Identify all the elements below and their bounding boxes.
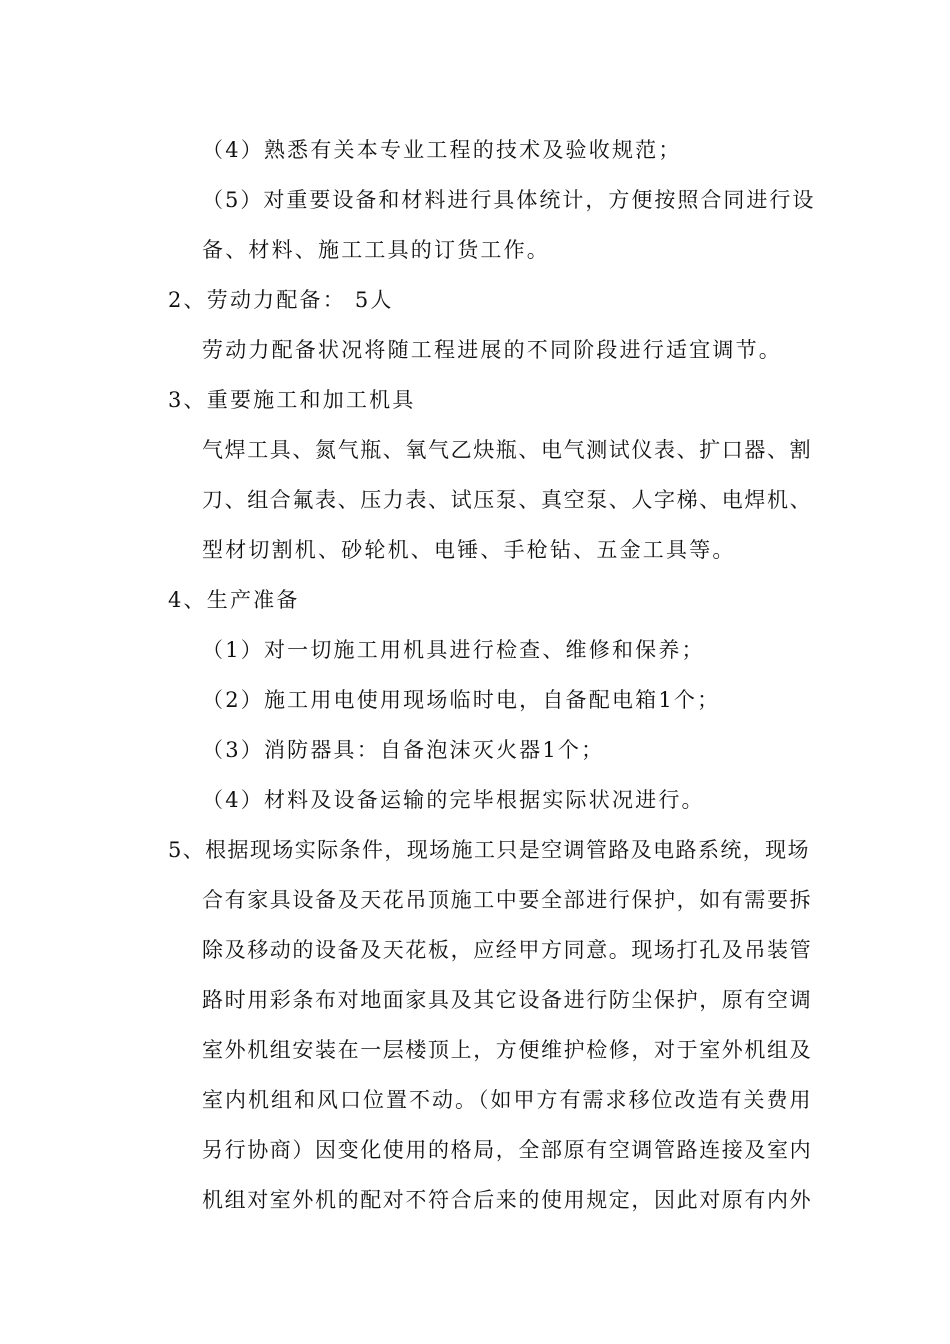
text-line: （4）熟悉有关本专业工程的技术及验收规范； (202, 138, 682, 162)
text-line: （4）材料及设备运输的完毕根据实际状况进行。 (202, 788, 705, 812)
text-line: 室外机组安装在一层楼顶上，方便维护检修，对于室外机组及 (202, 1038, 813, 1062)
text-line: （3）消防器具：自备泡沫灭火器1个； (202, 738, 605, 762)
text-line: 合有家具设备及天花吊顶施工中要全部进行保护，如有需要拆 (202, 888, 813, 912)
text-line: 劳动力配备状况将随工程进展的不同阶段进行适宜调节。 (202, 338, 782, 362)
text-line: 刀、组合氟表、压力表、试压泵、真空泵、人字梯、电焊机、 (202, 488, 813, 512)
text-line: 室内机组和风口位置不动。（如甲方有需求移位改造有关费用 (202, 1088, 813, 1112)
text-line: 除及移动的设备及天花板，应经甲方同意。现场打孔及吊装管 (202, 938, 813, 962)
text-line: 气焊工具、氮气瓶、氧气乙炔瓶、电气测试仪表、扩口器、割 (202, 438, 813, 462)
text-line: （5）对重要设备和材料进行具体统计，方便按照合同进行设 (202, 188, 816, 212)
section-heading: 4、生产准备 (168, 588, 300, 612)
text-line: 路时用彩条布对地面家具及其它设备进行防尘保护，原有空调 (202, 988, 813, 1012)
text-line: （2）施工用电使用现场临时电，自备配电箱1个； (202, 688, 721, 712)
section-heading: 3、重要施工和加工机具 (168, 388, 416, 412)
text-line: 机组对室外机的配对不符合后来的使用规定，因此对原有内外 (202, 1188, 813, 1212)
text-line: 备、材料、施工工具的订货工作。 (202, 238, 550, 262)
section-heading: 2、劳动力配备： 5人 (168, 288, 394, 312)
section-heading: 5、根据现场实际条件，现场施工只是空调管路及电路系统，现场 (168, 838, 810, 862)
text-line: 型材切割机、砂轮机、电锤、手枪钻、五金工具等。 (202, 538, 736, 562)
text-line: 另行协商）因变化使用的格局，全部原有空调管路连接及室内 (202, 1138, 813, 1162)
text-line: （1）对一切施工用机具进行检查、维修和保养； (202, 638, 705, 662)
